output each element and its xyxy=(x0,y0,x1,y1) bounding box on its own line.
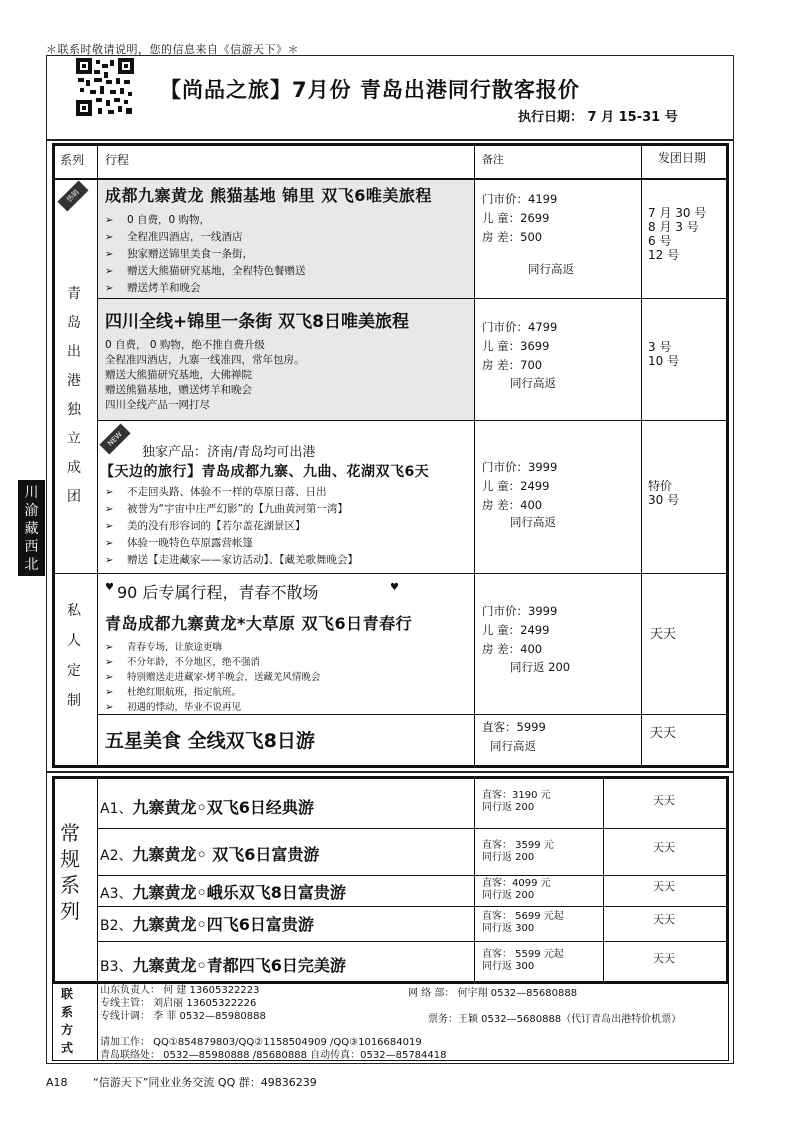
route-note: 同行高返 xyxy=(510,515,556,529)
hot-badge: 热销 xyxy=(57,180,88,211)
route-bullets: ➢ 青春专场，让旅途更嗨 ➢ 不分年龄，不分地区，绝不强消 ➢ 特别赠送走进藏家-烤羊晚会，送藏羌风情晚会 ➢ 杜绝红眼航班，指定航班。 ➢ 初遇的悸动，毕业不说再见 xyxy=(105,640,320,715)
category-char: 川 xyxy=(24,485,39,501)
route-dates: 3 号 10 号 xyxy=(648,340,680,368)
route-title: 【天边的旅行】青岛成都九寨、九曲、花湖双飞6天 xyxy=(100,464,430,480)
regular-route: A2、九寨黄龙◦ 双飞6日富贵游 xyxy=(100,845,320,864)
page-title: 【尚品之旅】7月份 青岛出港同行散客报价 xyxy=(160,78,580,102)
regular-dates: 天天 xyxy=(653,841,675,854)
category-tab xyxy=(18,480,45,576)
col-series: 系列 xyxy=(60,153,85,167)
footer xyxy=(46,1074,317,1090)
exec-date: 执行日期： 7 月 15-31 号 xyxy=(518,110,678,125)
regular-dates: 天天 xyxy=(653,880,675,893)
category-char: 渝 xyxy=(24,503,39,519)
col-remark: 备注 xyxy=(482,153,504,166)
route-price: 门市价：3999 儿 童：2499 房 差：400 xyxy=(482,604,558,656)
route-title: 五星美食 全线双飞8日游 xyxy=(105,730,315,752)
contact-lines: 山东负责人： 何 建 13605322223 专线主管： 刘启丽 13605322226 专线计调： 李 菲 0532—85980888 请加工作： QQ①854879803/QQ②1158504909 /QQ③1016684019 青岛联络处： 0532—85980888 /85680888 自动传真：0532—85784418 xyxy=(100,985,447,1061)
category-char: 藏 xyxy=(24,521,39,537)
route-subtitle: 独家产品：济南/青岛均可出港 xyxy=(142,445,316,460)
regular-route: A1、九寨黄龙◦双飞6日经典游 xyxy=(100,798,314,817)
route-note: 同行高返 xyxy=(490,739,536,753)
category-char: 北 xyxy=(24,557,39,573)
route-price: 门市价：3999 儿 童：2499 房 差：400 xyxy=(482,460,558,512)
new-badge: NEW xyxy=(99,423,130,454)
contact-network: 网 络 部： 何宇翔 0532—85680888 xyxy=(408,988,578,999)
regular-price: 直客：3190 元 同行返 200 xyxy=(482,790,551,813)
route-subtitle: 90 后专属行程，青春不散场 xyxy=(117,583,319,602)
category-char: 西 xyxy=(24,539,39,555)
route-title: 青岛成都九寨黄龙*大草原 双飞6日青春行 xyxy=(105,614,413,633)
footer-text: “信游天下”同业业务交流 QQ 群：49836239 xyxy=(93,1076,317,1089)
route-price: 门市价：4199 儿 童：2699 房 差：500 xyxy=(482,192,558,244)
route-title: 成都九寨黄龙 熊猫基地 锦里 双飞6唯美旅程 xyxy=(105,186,432,205)
route-note: 同行高返 xyxy=(528,262,574,276)
regular-route: A3、九寨黄龙◦峨乐双飞8日富贵游 xyxy=(100,883,346,902)
route-lines: 0 自费， 0 购物，绝不推自费升级 全程准四酒店，九寨一线准四，常年包房。 赠送大熊猫研究基地，大佛禅院 赠送熊猫基地，赠送烤羊和晚会 四川全线产品一网打尽 xyxy=(105,339,305,411)
regular-price: 直客： 3599 元 同行返 200 xyxy=(482,840,554,863)
route-dates: 天天 xyxy=(650,726,677,741)
route-title: 四川全线+锦里一条街 双飞8日唯美旅程 xyxy=(105,312,409,332)
regular-price: 直客： 5599 元起 同行返 300 xyxy=(482,949,564,972)
regular-price: 直客： 5699 元起 同行返 300 xyxy=(482,911,564,934)
regular-price: 直客：4099 元 同行返 200 xyxy=(482,878,551,901)
col-dates: 发团日期 xyxy=(658,151,707,165)
route-price: 门市价：4799 儿 童：3699 房 差：700 xyxy=(482,320,558,372)
page-number: A18 xyxy=(46,1076,68,1089)
route-bullets: ➢ 不走回头路、体验不一样的草原日落、日出 ➢ 被誉为“宇宙中庄严幻影”的【九曲黄河第一湾】 ➢ 美的没有形容词的【若尔盖花湖景区】 ➢ 体验一晚特色草原露营帐篷 ➢ 赠送【走进藏家——家访活动】、【藏羌歌舞晚会】 xyxy=(105,484,358,569)
series-label-private: 私 人 定 制 xyxy=(67,603,81,709)
top-note: ＊联系时敬请说明，您的信息来自《信游天下》＊ xyxy=(46,43,299,56)
route-bullets: ➢ 0 自费，0 购物， ➢ 全程准四酒店，一线酒店 ➢ 独家赠送锦里美食一条街， ➢ 赠送大熊猫研究基地，全程特色餐赠送 ➢ 赠送烤羊和晚会 xyxy=(105,212,306,297)
contact-label: 联 系 方 式 xyxy=(60,987,73,1055)
regular-route: B2、九寨黄龙◦四飞6日富贵游 xyxy=(100,915,314,934)
heart-icon: ♥ xyxy=(390,582,399,593)
col-itinerary: 行程 xyxy=(105,153,130,167)
route-dates: 天天 xyxy=(650,627,677,642)
heart-icon: ♥ xyxy=(105,582,114,593)
route-dates: 7 月 30 号 8 月 3 号 6 号 12 号 xyxy=(648,206,707,262)
qr-code-icon xyxy=(76,58,134,116)
route-price: 直客：5999 xyxy=(482,720,546,734)
regular-series-label: 常 规 系 列 xyxy=(60,821,80,923)
route-dates: 特价 30 号 xyxy=(648,479,680,507)
contact-ticket: 票务：王颖 0532—5680888（代订青岛出港特价机票） xyxy=(428,1014,682,1025)
series-label: 青 岛 出 港 独 立 成 团 xyxy=(67,286,81,505)
regular-dates: 天天 xyxy=(653,794,675,807)
route-note: 同行高返 xyxy=(510,376,556,390)
regular-dates: 天天 xyxy=(653,913,675,926)
regular-dates: 天天 xyxy=(653,952,675,965)
route-note: 同行返 200 xyxy=(510,660,571,674)
regular-route: B3、九寨黄龙◦青都四飞6日完美游 xyxy=(100,956,346,975)
